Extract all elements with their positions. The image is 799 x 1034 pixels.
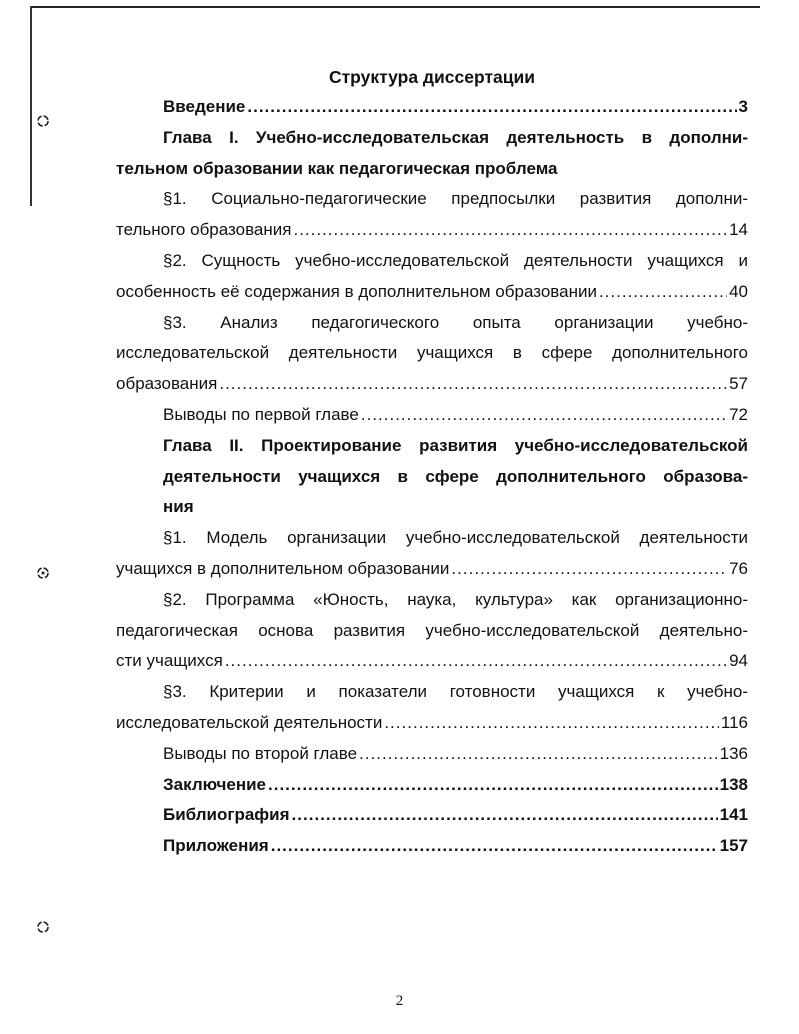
punch-hole-icon bbox=[36, 566, 50, 580]
toc-ch1-section1-cont[interactable]: тельного образования ..... 14 bbox=[116, 215, 748, 246]
toc-ch2-section2[interactable]: §2. Программа «Юность, наука, культура» как организационно- bbox=[163, 589, 748, 609]
toc-ch1-conclusions[interactable]: Выводы по первой главе ..... 72 bbox=[116, 400, 748, 431]
table-of-contents bbox=[116, 66, 748, 862]
page-number: 2 bbox=[395, 993, 404, 1009]
toc-ch1-section2-cont[interactable]: особенность её содержания в дополнительном образовании ..... 40 bbox=[116, 277, 748, 308]
toc-ch2-section2-cont[interactable]: педагогическая основа развития учебно-исследовательской деятельно- bbox=[116, 620, 748, 640]
toc-ch1-section3-end[interactable]: образования ..... 57 bbox=[116, 369, 748, 400]
scan-border-top bbox=[30, 6, 760, 8]
toc-chapter1-heading-cont[interactable]: тельном образовании как педагогическая проблема bbox=[116, 158, 558, 178]
page-title: Структура диссертации bbox=[328, 67, 536, 87]
toc-ch1-section3-cont[interactable]: исследовательской деятельности учащихся в сфере дополнительного bbox=[116, 343, 748, 363]
toc-ch2-conclusions[interactable]: Выводы по второй главе ..... 136 bbox=[116, 739, 748, 770]
toc-bibliography[interactable]: Библиография ..... 141 bbox=[116, 800, 748, 831]
punch-hole-icon bbox=[36, 920, 50, 934]
punch-hole-icon bbox=[36, 114, 50, 128]
toc-chapter1-heading[interactable]: Глава I. Учебно-исследовательская деятельность в дополни- bbox=[163, 127, 748, 147]
toc-conclusion[interactable]: Заключение ..... 138 bbox=[116, 770, 748, 801]
toc-ch1-section3[interactable]: §3. Анализ педагогического опыта организации учебно- bbox=[163, 312, 748, 332]
toc-chapter2-heading-end[interactable]: ния bbox=[163, 497, 194, 517]
toc-ch1-section2[interactable]: §2. Сущность учебно-исследовательской деятельности учащихся и bbox=[163, 250, 748, 270]
toc-ch2-section3-cont[interactable]: исследовательской деятельности ..... 116 bbox=[116, 708, 748, 739]
toc-ch2-section1[interactable]: §1. Модель организации учебно-исследовательской деятельности bbox=[163, 528, 748, 548]
toc-chapter2-heading[interactable]: Глава II. Проектирование развития учебно-исследовательской bbox=[163, 435, 748, 455]
toc-chapter2-heading-cont[interactable]: деятельности учащихся в сфере дополнительного образова- bbox=[163, 466, 748, 486]
toc-ch2-section3[interactable]: §3. Критерии и показатели готовности учащихся к учебно- bbox=[163, 682, 748, 702]
toc-appendices[interactable]: Приложения ..... 157 bbox=[116, 831, 748, 862]
scan-border-left bbox=[30, 6, 32, 206]
toc-ch1-section1[interactable]: §1. Социально-педагогические предпосылки развития дополни- bbox=[163, 189, 748, 209]
toc-intro[interactable]: Введение ..... 3 bbox=[116, 92, 748, 123]
toc-ch2-section2-end[interactable]: сти учащихся ..... 94 bbox=[116, 646, 748, 677]
toc-ch2-section1-cont[interactable]: учащихся в дополнительном образовании ..... 76 bbox=[116, 554, 748, 585]
